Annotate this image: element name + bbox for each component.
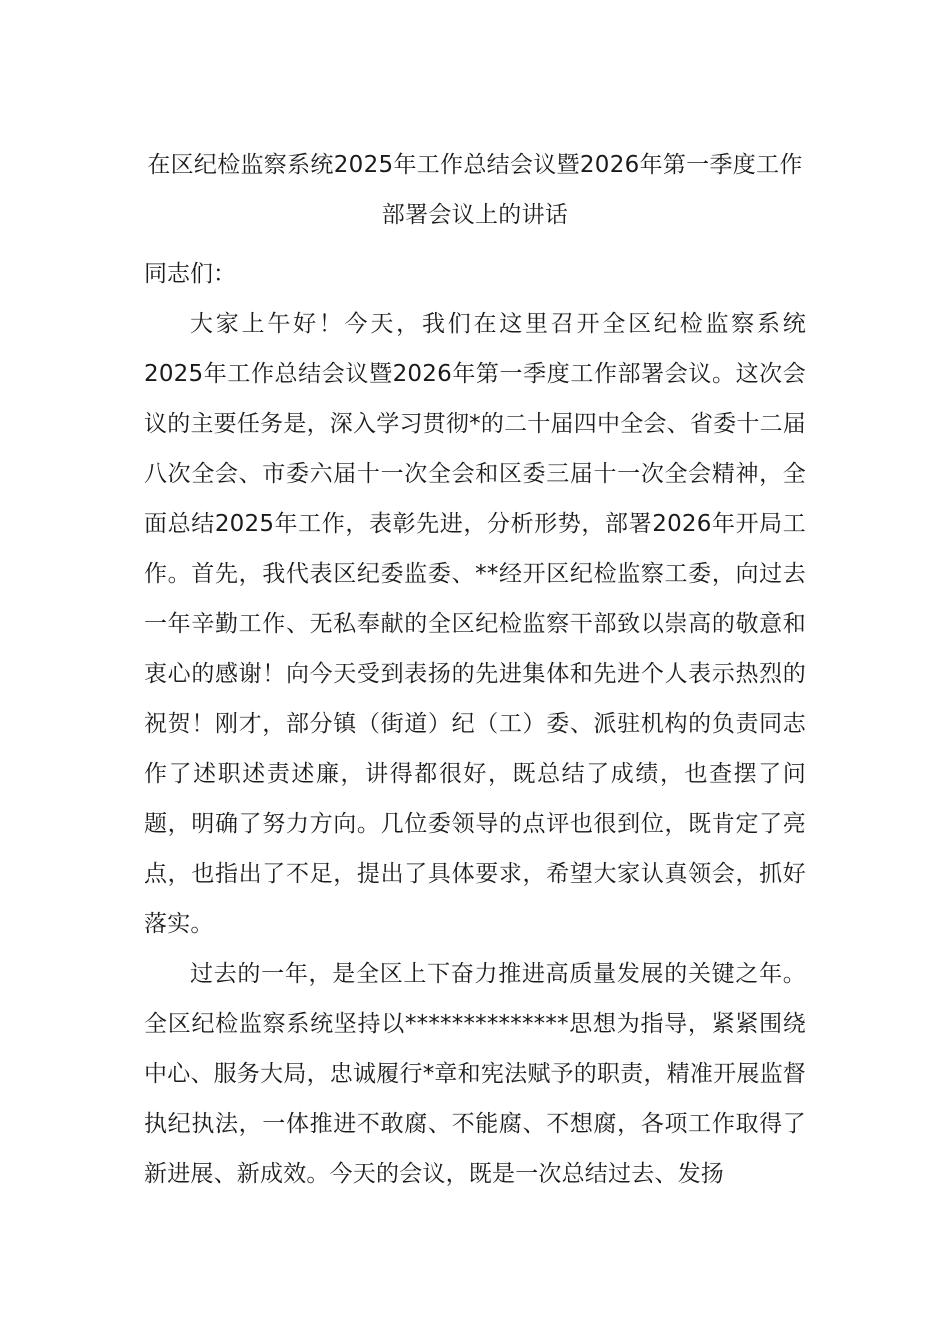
document-body	[144, 140, 806, 1199]
paragraph-opening: 大家上午好！今天，我们在这里召开全区纪检监察系统2025年工作总结会议暨2026年第一季度工作部署会议。这次会议的主要任务是，深入学习贯彻*的二十届四中全会、省委十二届八次全会、市委六届十一次全会和区委三届十一次全会精神，全面总结2025年工作，表彰先进，分析形势，部署2026年开局工作。首先，我代表区纪委监委、**经开区纪检监察工委，向过去一年辛勤工作、无私奉献的全区纪检监察干部致以崇高的敬意和衷心的感谢！向今天受到表扬的先进集体和先进个人表示热烈的祝贺！刚才，部分镇（街道）纪（工）委、派驻机构的负责同志作了述职述责述廉，讲得都很好，既总结了成绩，也查摆了问题，明确了努力方向。几位委领导的点评也很到位，既肯定了亮点，也指出了不足，提出了具体要求，希望大家认真领会，抓好落实。	[144, 311, 806, 937]
document-title: 在区纪检监察系统2025年工作总结会议暨2026年第一季度工作部署会议上的讲话	[147, 152, 803, 228]
salutation: 同志们：	[144, 261, 236, 287]
paragraph-review: 过去的一年，是全区上下奋力推进高质量发展的关键之年。全区纪检监察系统坚持以**************思想为指导，紧紧围绕中心、服务大局，忠诚履行*章和宪法赋予的职责，精准开展监督执纪执法，一体推进不敢腐、不能腐、不想腐，各项工作取得了新进展、新成效。今天的会议，既是一次总结过去、发扬	[144, 961, 806, 1187]
